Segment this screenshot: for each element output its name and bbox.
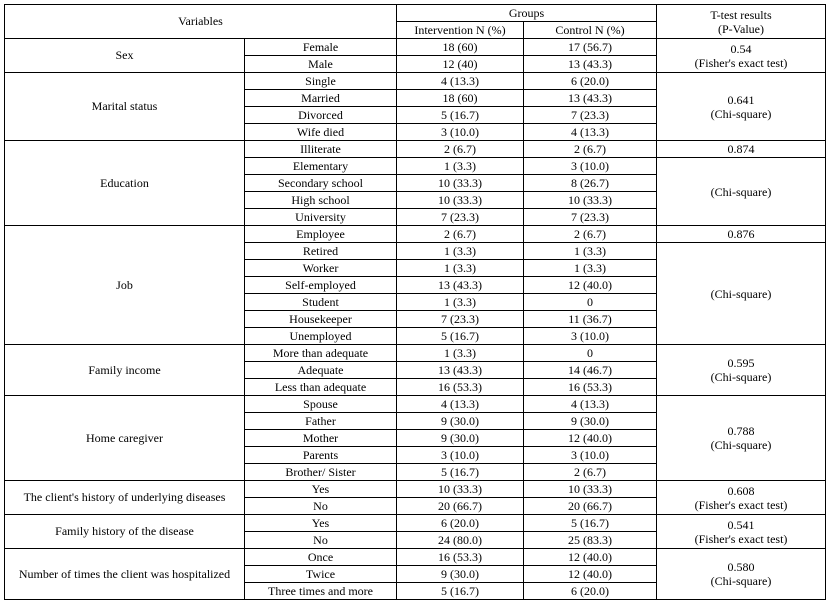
intervention-value: 13 (43.3) xyxy=(397,277,524,294)
pvalue-line: 0.608 xyxy=(727,483,755,498)
control-value: 12 (40.0) xyxy=(524,566,657,583)
category-cell: Self-employed xyxy=(245,277,397,294)
intervention-value: 5 (16.7) xyxy=(397,107,524,124)
category-cell: Less than adequate xyxy=(245,379,397,396)
pvalue-line: 0.580 xyxy=(727,560,755,574)
intervention-value: 5 (16.7) xyxy=(397,464,524,481)
control-value: 6 (20.0) xyxy=(524,73,657,90)
intervention-value: 2 (6.7) xyxy=(397,141,524,158)
pvalue-cell xyxy=(657,226,826,243)
control-value: 16 (53.3) xyxy=(524,379,657,396)
intervention-value: 20 (66.7) xyxy=(397,498,524,515)
control-value: 10 (33.3) xyxy=(524,192,657,209)
category-cell: Divorced xyxy=(245,107,397,124)
control-value: 7 (23.3) xyxy=(524,209,657,226)
control-value: 2 (6.7) xyxy=(524,464,657,481)
category-cell: Brother/ Sister xyxy=(245,464,397,481)
table-row xyxy=(5,73,826,90)
control-value: 0 xyxy=(524,294,657,311)
variable-name: Education xyxy=(5,141,245,226)
pvalue-cell xyxy=(657,515,826,549)
category-cell: Unemployed xyxy=(245,328,397,345)
variables-header: Variables xyxy=(5,5,397,39)
control-header: Control N (%) xyxy=(524,22,657,39)
control-value: 4 (13.3) xyxy=(524,396,657,413)
pvalue-line: (Fisher's exact test) xyxy=(694,497,788,512)
pvalue-line: (Chi-square) xyxy=(710,286,772,301)
control-value: 5 (16.7) xyxy=(524,515,657,532)
category-cell: Three times and more xyxy=(245,583,397,600)
category-cell: Single xyxy=(245,73,397,90)
pvalue-cell xyxy=(657,396,826,481)
category-cell: Elementary xyxy=(245,158,397,175)
category-cell: Secondary school xyxy=(245,175,397,192)
control-value: 3 (10.0) xyxy=(524,447,657,464)
control-value: 8 (26.7) xyxy=(524,175,657,192)
category-cell: Wife died xyxy=(245,124,397,141)
intervention-value: 13 (43.3) xyxy=(397,362,524,379)
category-cell: Married xyxy=(245,90,397,107)
control-value: 2 (6.7) xyxy=(524,226,657,243)
control-value: 7 (23.3) xyxy=(524,107,657,124)
category-cell: Retired xyxy=(245,243,397,260)
control-value: 11 (36.7) xyxy=(524,311,657,328)
control-value: 12 (40.0) xyxy=(524,277,657,294)
ttest-header-line1: T-test results xyxy=(710,7,772,22)
category-cell: Male xyxy=(245,56,397,73)
control-value: 6 (20.0) xyxy=(524,583,657,600)
category-cell: Housekeeper xyxy=(245,311,397,328)
variable-name: The client's history of underlying diseases xyxy=(5,481,245,515)
intervention-value: 18 (60) xyxy=(397,39,524,56)
intervention-value: 9 (30.0) xyxy=(397,413,524,430)
pvalue-line: (Chi-square) xyxy=(710,106,772,121)
pvalue-line: (Chi-square) xyxy=(710,370,772,384)
category-cell: Father xyxy=(245,413,397,430)
control-value: 20 (66.7) xyxy=(524,498,657,515)
pvalue-line: 0.788 xyxy=(727,424,755,438)
intervention-value: 9 (30.0) xyxy=(397,430,524,447)
control-value: 9 (30.0) xyxy=(524,413,657,430)
pvalue-cell xyxy=(657,549,826,600)
intervention-value: 1 (3.3) xyxy=(397,243,524,260)
intervention-value: 10 (33.3) xyxy=(397,481,524,498)
table-row xyxy=(5,39,826,56)
category-cell: Yes xyxy=(245,481,397,498)
control-value: 0 xyxy=(524,345,657,362)
intervention-value: 3 (10.0) xyxy=(397,124,524,141)
intervention-value: 16 (53.3) xyxy=(397,379,524,396)
category-cell: Student xyxy=(245,294,397,311)
pvalue-line: (Chi-square) xyxy=(710,574,772,588)
intervention-value: 1 (3.3) xyxy=(397,294,524,311)
intervention-value: 12 (40) xyxy=(397,56,524,73)
pvalue-line: 0.641 xyxy=(727,92,755,107)
variable-name: Family income xyxy=(5,345,245,396)
category-cell: Parents xyxy=(245,447,397,464)
category-cell: Worker xyxy=(245,260,397,277)
pvalue-cell xyxy=(657,345,826,396)
category-cell: Spouse xyxy=(245,396,397,413)
table-row xyxy=(5,481,826,498)
pvalue-cell xyxy=(657,481,826,515)
variable-name: Marital status xyxy=(5,73,245,141)
category-cell: Female xyxy=(245,39,397,56)
header-row xyxy=(5,5,826,22)
intervention-value: 7 (23.3) xyxy=(397,311,524,328)
pvalue-cell xyxy=(657,158,826,226)
variable-name: Home caregiver xyxy=(5,396,245,481)
pvalue-cell xyxy=(657,141,826,158)
intervention-value: 5 (16.7) xyxy=(397,328,524,345)
intervention-value: 1 (3.3) xyxy=(397,260,524,277)
intervention-value: 16 (53.3) xyxy=(397,549,524,566)
table-row xyxy=(5,226,826,243)
control-value: 1 (3.3) xyxy=(524,260,657,277)
intervention-value: 10 (33.3) xyxy=(397,175,524,192)
variable-name: Number of times the client was hospitalized xyxy=(5,549,245,600)
control-value: 3 (10.0) xyxy=(524,158,657,175)
variable-name: Sex xyxy=(5,39,245,73)
category-cell: University xyxy=(245,209,397,226)
intervention-value: 2 (6.7) xyxy=(397,226,524,243)
control-value: 10 (33.3) xyxy=(524,481,657,498)
intervention-value: 7 (23.3) xyxy=(397,209,524,226)
demographics-table xyxy=(4,4,826,600)
category-cell: No xyxy=(245,498,397,515)
pvalue-line: 0.541 xyxy=(727,517,755,532)
intervention-value: 10 (33.3) xyxy=(397,192,524,209)
control-value: 14 (46.7) xyxy=(524,362,657,379)
category-cell: High school xyxy=(245,192,397,209)
variable-name: Job xyxy=(5,226,245,345)
ttest-header-line2: (P-Value) xyxy=(718,21,764,36)
category-cell: Twice xyxy=(245,566,397,583)
pvalue-line: (Chi-square) xyxy=(710,184,772,199)
pvalue-cell xyxy=(657,73,826,141)
intervention-value: 1 (3.3) xyxy=(397,158,524,175)
pvalue-line: 0.595 xyxy=(727,356,755,370)
category-cell: Illiterate xyxy=(245,141,397,158)
groups-header: Groups xyxy=(397,5,657,22)
control-value: 13 (43.3) xyxy=(524,90,657,107)
control-value: 25 (83.3) xyxy=(524,532,657,549)
control-value: 17 (56.7) xyxy=(524,39,657,56)
intervention-value: 24 (80.0) xyxy=(397,532,524,549)
pvalue-cell xyxy=(657,243,826,345)
table-row xyxy=(5,345,826,362)
intervention-value: 1 (3.3) xyxy=(397,345,524,362)
intervention-value: 4 (13.3) xyxy=(397,73,524,90)
intervention-value: 6 (20.0) xyxy=(397,515,524,532)
control-value: 12 (40.0) xyxy=(524,549,657,566)
category-cell: Adequate xyxy=(245,362,397,379)
table-row xyxy=(5,141,826,158)
ttest-header xyxy=(657,5,826,39)
intervention-value: 4 (13.3) xyxy=(397,396,524,413)
control-value: 13 (43.3) xyxy=(524,56,657,73)
table-row xyxy=(5,515,826,532)
pvalue-line: (Chi-square) xyxy=(710,438,772,452)
category-cell: Once xyxy=(245,549,397,566)
intervention-value: 18 (60) xyxy=(397,90,524,107)
category-cell: Mother xyxy=(245,430,397,447)
table-row xyxy=(5,549,826,566)
category-cell: More than adequate xyxy=(245,345,397,362)
intervention-value: 3 (10.0) xyxy=(397,447,524,464)
pvalue-line: 0.876 xyxy=(727,227,755,241)
control-value: 4 (13.3) xyxy=(524,124,657,141)
pvalue-line: (Fisher's exact test) xyxy=(694,531,788,546)
pvalue-line: 0.874 xyxy=(727,142,755,156)
control-value: 2 (6.7) xyxy=(524,141,657,158)
pvalue-line: (Fisher's exact test) xyxy=(694,55,788,70)
category-cell: No xyxy=(245,532,397,549)
intervention-value: 5 (16.7) xyxy=(397,583,524,600)
control-value: 1 (3.3) xyxy=(524,243,657,260)
intervention-header: Intervention N (%) xyxy=(397,22,524,39)
pvalue-line: 0.54 xyxy=(730,41,752,56)
control-value: 3 (10.0) xyxy=(524,328,657,345)
pvalue-cell xyxy=(657,39,826,73)
category-cell: Employee xyxy=(245,226,397,243)
intervention-value: 9 (30.0) xyxy=(397,566,524,583)
table-row xyxy=(5,396,826,413)
control-value: 12 (40.0) xyxy=(524,430,657,447)
category-cell: Yes xyxy=(245,515,397,532)
variable-name: Family history of the disease xyxy=(5,515,245,549)
